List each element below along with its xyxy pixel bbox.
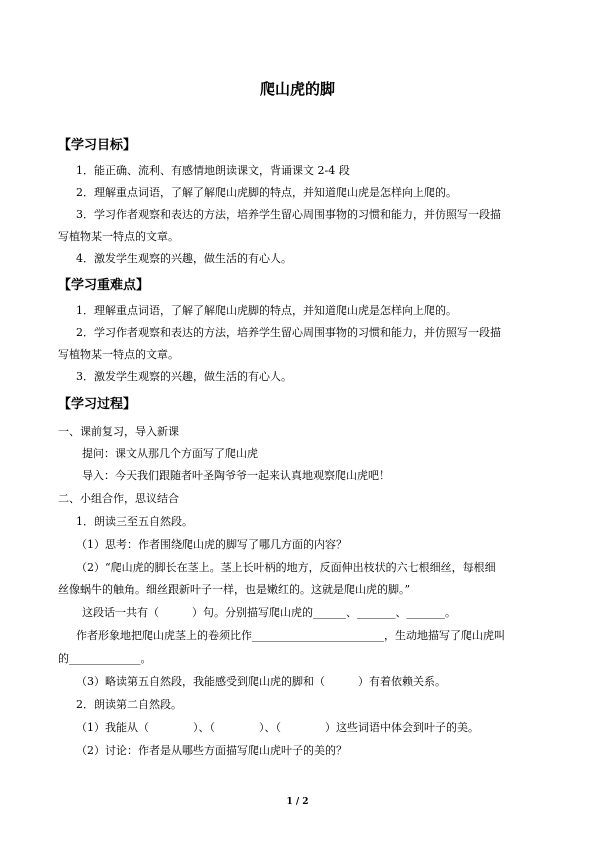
process-line-12: （3）略读第五自然段，我能感受到爬山虎的脚和（ ）有着依赖关系。 bbox=[76, 675, 446, 688]
keypoint-item-2: 2．学习作者观察和表达的方法，培养学生留心周围事物的习惯和能力，并仿照写一段描 bbox=[76, 326, 501, 339]
goal-item-3-cont: 写植物某一特点的文章。 bbox=[58, 230, 179, 243]
process-line-3: 导入：今天我们跟随者叶圣陶爷爷一起来认真地观察爬山虎吧！ bbox=[82, 469, 390, 482]
keypoint-item-3: 3．激发学生观察的兴趣，做生活的有心人。 bbox=[76, 370, 292, 383]
goal-item-4: 4．激发学生观察的兴趣，做生活的有心人。 bbox=[76, 252, 292, 265]
process-line-4: 二、小组合作，思议结合 bbox=[58, 492, 179, 505]
process-line-14: （1）我能从（ ）、（ ）、（ ）这些词语中体会到叶子的美。 bbox=[76, 721, 479, 734]
goal-item-2: 2．理解重点词语，了解了解爬山虎脚的特点，并知道爬山虎是怎样向上爬的。 bbox=[76, 186, 457, 199]
process-line-2: 提问：课文从那几个方面写了爬山虎 bbox=[82, 447, 258, 460]
process-line-9: 这段话一共有（ ）句。分别描写爬山虎的______、_______、_______。 bbox=[82, 606, 456, 619]
process-line-11: 的_____________。 bbox=[58, 652, 152, 665]
goal-item-1: 1．能正确、流利、有感情地朗读课文，背诵课文 2-4 段 bbox=[76, 164, 350, 177]
keypoint-item-1: 1．理解重点词语，了解了解爬山虎脚的特点，并知道爬山虎是怎样向上爬的。 bbox=[76, 304, 457, 317]
process-line-5: 1．朗读三至五自然段。 bbox=[76, 515, 193, 528]
page-title: 爬山虎的脚 bbox=[259, 80, 335, 98]
goal-item-3: 3．学习作者观察和表达的方法，培养学生留心周围事物的习惯和能力，并仿照写一段描 bbox=[76, 208, 501, 221]
keypoint-item-2-cont: 写植物某一特点的文章。 bbox=[58, 348, 179, 361]
page-number: 1 / 2 bbox=[286, 797, 309, 807]
section-heading-goals: 【学习目标】 bbox=[58, 138, 137, 153]
process-line-15: （2）讨论：作者是从哪些方面描写爬山虎叶子的美的？ bbox=[76, 744, 347, 757]
section-heading-keypoints: 【学习重难点】 bbox=[58, 278, 150, 293]
process-line-8: 丝像蜗牛的触角。细丝跟新叶子一样，也是嫩红的。这就是爬山虎的脚。” bbox=[58, 583, 411, 596]
process-line-6: （1）思考：作者围绕爬山虎的脚写了哪几方面的内容？ bbox=[76, 538, 347, 551]
process-line-10: 作者形象地把爬山虎茎上的卷须比作________________________，生动地描写了爬山虎叫 bbox=[76, 629, 505, 642]
process-line-13: 2．朗读第二自然段。 bbox=[76, 698, 182, 711]
section-heading-process: 【学习过程】 bbox=[58, 397, 137, 412]
process-line-1: 一、课前复习，导入新课 bbox=[58, 425, 179, 438]
process-line-7: （2）“爬山虎的脚长在茎上。茎上长叶柄的地方，反面伸出枝状的六七根细丝，每根细 bbox=[76, 561, 496, 574]
